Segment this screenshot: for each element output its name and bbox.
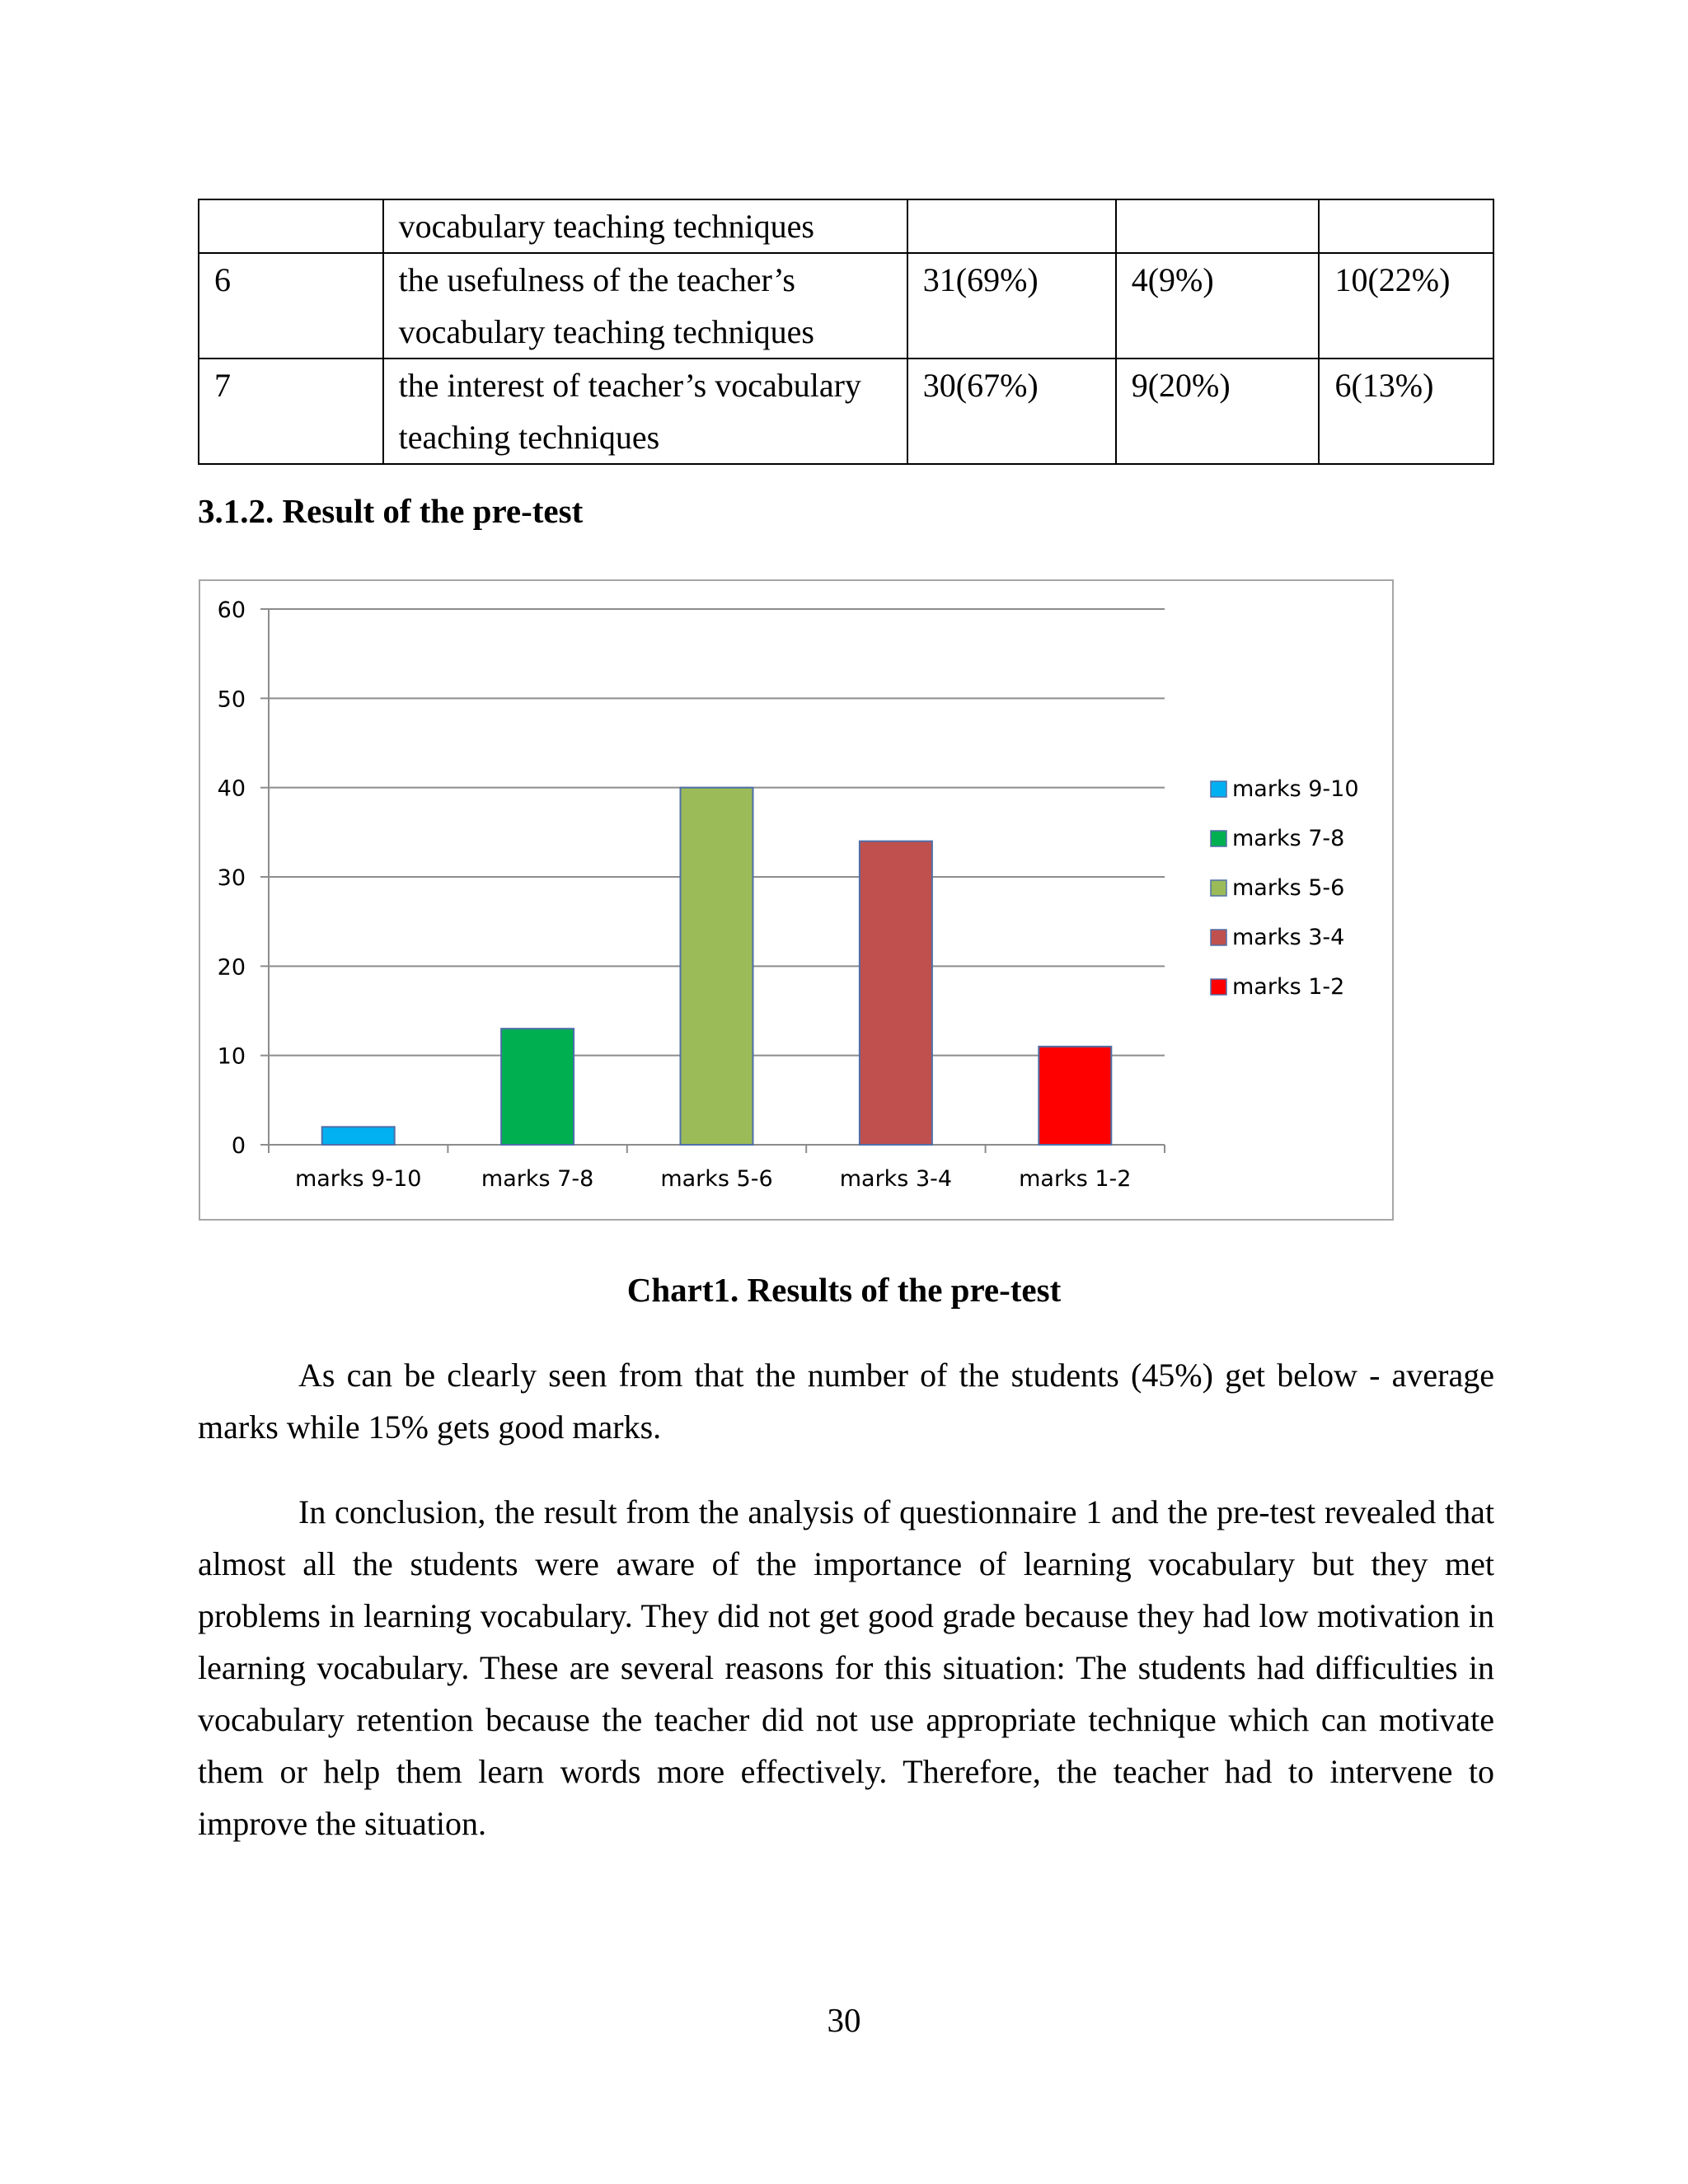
section-heading: 3.1.2. Result of the pre-test <box>198 492 584 530</box>
row-item-cell: the interest of teacher’s vocabulary teaching techniques <box>383 359 907 464</box>
legend-label: marks 5-6 <box>1232 875 1345 901</box>
row-value-cell: 4(9%) <box>1116 253 1320 359</box>
row-value-cell: 10(22%) <box>1319 253 1493 359</box>
paragraph-1: As can be clearly seen from that the number of the students (45%) get below - average marks while 15% gets good marks. <box>198 1357 1494 1446</box>
x-category-label: marks 5-6 <box>660 1166 773 1192</box>
x-category-label: marks 9-10 <box>294 1166 422 1192</box>
row-number-cell: 6 <box>199 253 383 359</box>
row-value-cell <box>1116 199 1320 253</box>
bar-1 <box>322 1127 395 1145</box>
legend-swatch-3 <box>1211 880 1226 896</box>
legend-label: marks 7-8 <box>1232 826 1345 851</box>
table-row <box>199 199 1493 253</box>
bar-4 <box>860 841 932 1145</box>
chart-caption: Chart1. Results of the pre-test <box>626 1271 1062 1309</box>
row-item-cell: the usefulness of the teacher’s vocabulary teaching techniques <box>383 253 907 359</box>
page-number: 30 <box>827 2001 861 2039</box>
row-value-cell: 30(67%) <box>907 359 1116 464</box>
legend-label: marks 3-4 <box>1232 925 1345 950</box>
row-value-cell: 31(69%) <box>907 253 1116 359</box>
row-number-cell <box>199 199 383 253</box>
bar-chart-svg <box>200 581 1392 1219</box>
row-value-cell <box>1319 199 1493 253</box>
legend-label: marks 9-10 <box>1232 776 1359 802</box>
x-category-label: marks 7-8 <box>481 1166 594 1192</box>
bar-3 <box>681 788 753 1145</box>
table-row <box>199 253 1493 359</box>
table-row <box>199 359 1493 464</box>
row-value-cell <box>907 199 1116 253</box>
y-tick-label: 0 <box>231 1133 246 1159</box>
y-tick-label: 60 <box>217 598 246 623</box>
bar-5 <box>1039 1047 1111 1145</box>
legend-swatch-2 <box>1211 831 1226 846</box>
y-tick-label: 10 <box>217 1043 246 1070</box>
x-category-label: marks 3-4 <box>839 1166 953 1192</box>
row-value-cell: 9(20%) <box>1116 359 1320 464</box>
y-tick-label: 50 <box>217 687 246 713</box>
x-category-label: marks 1-2 <box>1019 1166 1132 1192</box>
legend-swatch-1 <box>1211 781 1226 797</box>
row-number-cell: 7 <box>199 359 383 464</box>
legend-label: marks 1-2 <box>1232 974 1345 1000</box>
row-value-cell: 6(13%) <box>1319 359 1493 464</box>
y-tick-label: 40 <box>217 776 246 802</box>
legend-swatch-4 <box>1211 930 1226 945</box>
bar-chart <box>199 579 1394 1221</box>
y-tick-label: 20 <box>217 954 246 981</box>
survey-results-table <box>198 199 1494 465</box>
legend-swatch-5 <box>1211 979 1226 995</box>
bar-2 <box>501 1029 574 1145</box>
row-item-cell: vocabulary teaching techniques <box>383 199 907 253</box>
paragraph-2: In conclusion, the result from the analysis of questionnaire 1 and the pre-test revealed that almost all the students were aware of the importance of learning vocabulary but they met problems in learning vocabulary. They did not get good grade because they had low motivation in learning vocabulary. These are several reasons for this situation: The students had difficulties in vocabulary retention because the teacher did not use appropriate technique which can motivate them or help them learn words more effectively. Therefore, the teacher had to intervene to improve the situation. <box>198 1493 1494 1842</box>
y-tick-label: 30 <box>217 865 246 891</box>
